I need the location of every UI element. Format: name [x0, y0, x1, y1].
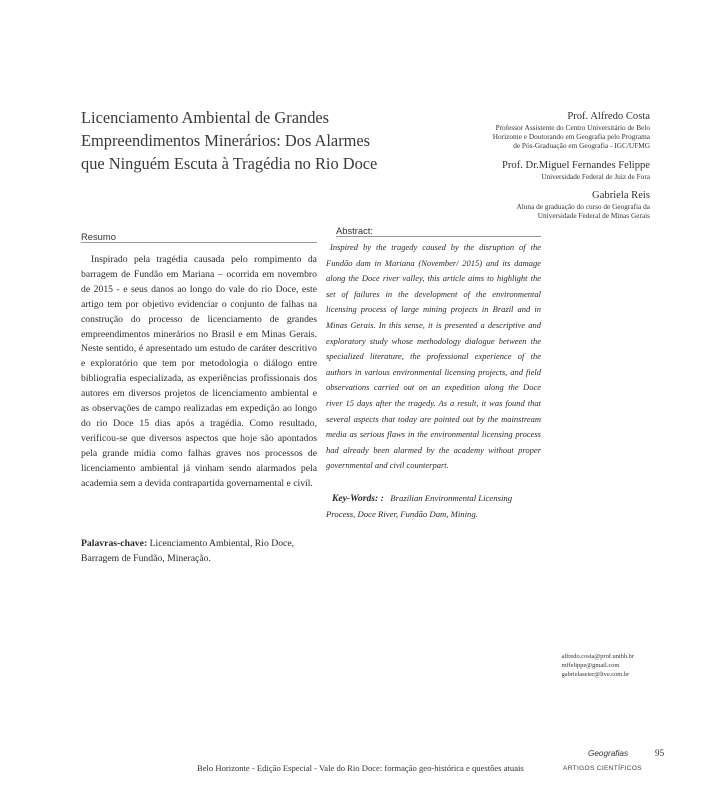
- abstract-body: Inspired by the tragedy caused by the disruption of the Fundão dam in Mariana (November/ 2015) and its damage along the Doce river valley, this article aims to highlight the set of failures in the development of the environmental licensing process of large mining projects in Brazil and in Minas Gerais. In this sense, it is presented a descriptive and exploratory study whose methodology dialogue between the specialized literature, the professional experience of the authors in various environmental licensing projects, and field observations carried out on an expedition along the Doce river 15 days after the tragedy. As a result, it was found that several aspects that today are pointed out by the mainstream media as serious flaws in the environmental licensing process had already been alarmed by the academy without proper governmental and civil counterpart.: [326, 242, 541, 471]
- email-address: gabrielaseier@live.com.br: [561, 670, 630, 678]
- author-affiliation-line: Universidade Federal de Minas Gerais: [537, 211, 650, 221]
- author-name: Prof. Alfredo Costa: [567, 111, 650, 122]
- publication-info: Belo Horizonte - Edição Especial - Vale do Rio Doce: formação geo-histórica e questões atuais: [197, 763, 524, 773]
- palavras-chave-label: Palavras-chave:: [81, 538, 148, 549]
- section-name: ARTIGOS CIENTÍFICOS: [563, 765, 642, 772]
- author-affiliation-line: Horizonte e Doutorando em Geografia pelo Programa: [492, 132, 650, 142]
- palavras-chave-text: Licenciamento Ambiental, Rio Doce, Barragem de Fundão, Mineração.: [81, 538, 295, 564]
- author-block: [410, 110, 650, 151]
- email-address: mffelippe@gmail.com: [561, 661, 620, 669]
- author-list: [410, 110, 650, 228]
- page-number: 95: [655, 748, 665, 758]
- author-block: [410, 189, 650, 220]
- resumo-divider: [81, 242, 317, 243]
- author-affiliation-line: de Pós-Graduação em Geografia - IGC/UFMG: [513, 141, 650, 151]
- author-affiliation-line: Universidade Federal de Juiz de Fora: [541, 171, 650, 181]
- abstract-divider: [336, 236, 541, 237]
- resumo-body: Inspirado pela tragédia causada pelo rompimento da barragem de Fundão em Mariana – ocorrida em novembro de 2015 - e seus danos ao longo do vale do rio Doce, este artigo tem por objetivo evidenciar o conjunto de falhas na construção do processo de licenciamento de grandes empreendimentos minerários no Brasil e em Minas Gerais. Neste sentido, é apresentado um estudo de caráter descritivo e exploratório que tem por metodologia o diálogo entre bibliografia especializada, as experiências profissionais dos autores em diversos projetos de licenciamento ambiental e as observações de campo realizadas em expedição ao longo do rio Doce 15 dias após a tragédia. Como resultado, verificou-se que diversos aspectos que hoje são apontados pela grande mídia como falhas graves nos processos de licenciamento ambiental já vinham sendo alarmados pela academia sem a devida contrapartida governamental e civil.: [81, 254, 317, 489]
- paper-title: Licenciamento Ambiental de Grandes Empreendimentos Minerários: Dos Alarmes que Ninguém Escuta à Tragédia no Rio Doce: [81, 108, 378, 173]
- author-affiliation-line: Professor Assistente do Centro Universitário de Belo: [495, 123, 650, 132]
- resumo-heading: Resumo: [81, 231, 116, 242]
- author-emails: [562, 653, 634, 679]
- abstract-heading: Abstract:: [336, 225, 373, 236]
- author-name: Prof. Dr.Miguel Fernandes Felippe: [502, 159, 650, 171]
- author-block: [410, 159, 650, 181]
- key-words-label: Key-Words: :: [332, 493, 384, 504]
- key-words-text: Brazilian Environmental Licensing Process, Doce River, Fundão Dam, Mining.: [326, 493, 513, 519]
- palavras-chave: [81, 537, 317, 566]
- author-name: Gabriela Reis: [592, 189, 650, 201]
- journal-name: Geografias: [588, 749, 629, 758]
- email-address: alfredo.costa@prof.unibh.br: [561, 653, 634, 660]
- author-affiliation-line: Aluna de graduação do curso de Geografia da: [516, 201, 650, 211]
- key-words: [326, 491, 541, 522]
